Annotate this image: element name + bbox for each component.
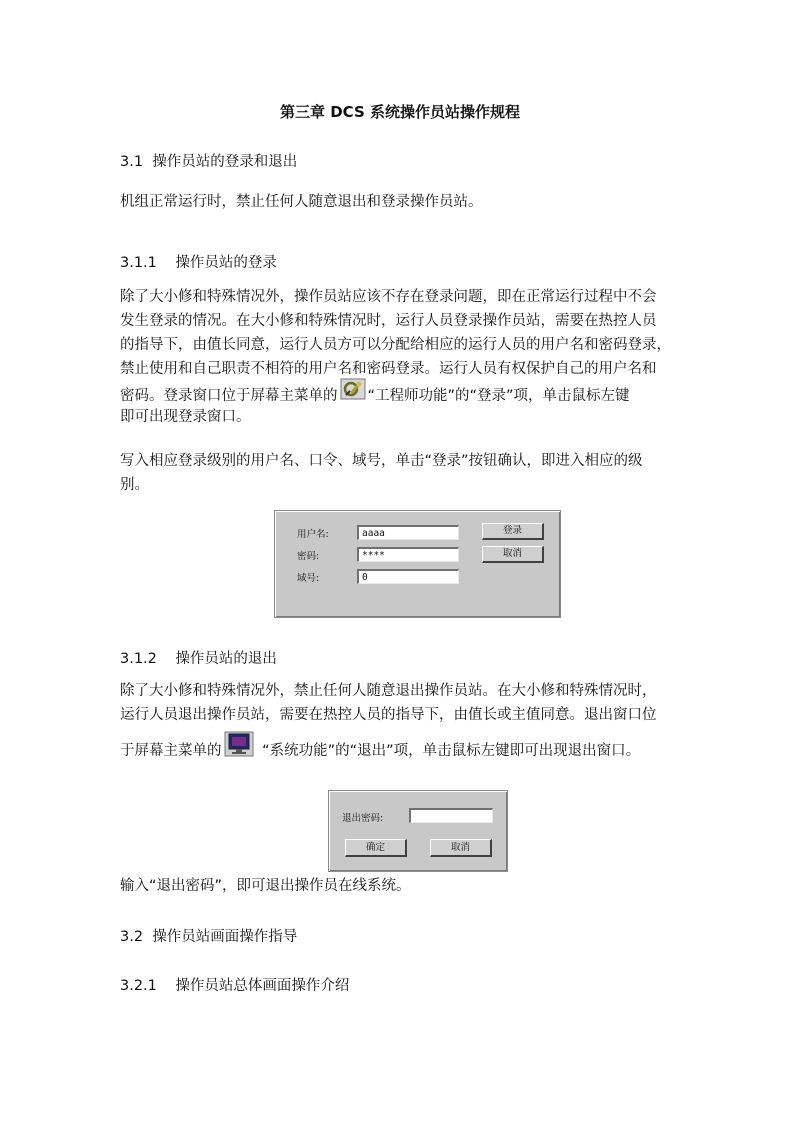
- section-3-1-2-heading: [120, 647, 277, 668]
- section-number: 3.1: [120, 154, 144, 170]
- logout-dialog: [328, 790, 508, 872]
- section-title: 操作员站画面操作指导: [152, 929, 298, 945]
- section-title: 操作员站总体画面操作介绍: [175, 978, 350, 994]
- section-3-1-paragraph: 机组正常运行时，禁止任何人随意退出和登录操作员站。: [120, 194, 483, 210]
- page-title: 第三章 DCS 系统操作员站操作规程: [280, 103, 520, 121]
- section-3-1-1-paragraph-2: [120, 449, 643, 497]
- paragraph-line: 除了大小修和特殊情况外，操作员站应该不存在登录问题，即在正常运行过程中不会: [120, 289, 657, 305]
- section-3-1-2-paragraph-line-3: [120, 734, 640, 768]
- password-label: 密码:: [297, 551, 320, 562]
- section-3-2-heading: [120, 925, 297, 946]
- paragraph-line: 的指导下，由值长同意，运行人员方可以分配给相应的运行人员的用户名和密码登录，: [120, 337, 671, 353]
- line-text: 于屏幕主菜单的: [120, 743, 222, 759]
- section-number: 3.2.1: [120, 978, 157, 994]
- logout-password-input[interactable]: [409, 808, 493, 823]
- paragraph-line: 即可出现登录窗口。: [120, 409, 251, 425]
- engineer-tool-icon: [340, 378, 366, 408]
- domain-input[interactable]: 0: [357, 569, 459, 584]
- line-text: 密码。登录窗口位于屏幕主菜单的: [120, 388, 338, 404]
- section-3-1-1-heading: [120, 251, 277, 272]
- section-title: 操作员站的登录和退出: [152, 154, 298, 170]
- domain-label: 域号:: [297, 573, 320, 584]
- paragraph-line: 除了大小修和特殊情况外，禁止任何人随意退出操作员站。在大小修和特殊情况时，: [120, 683, 657, 699]
- username-input[interactable]: aaaa: [357, 525, 459, 540]
- section-number: 3.2: [120, 929, 144, 945]
- section-3-1-heading: [120, 150, 297, 171]
- section-number: 3.1.1: [120, 255, 157, 271]
- section-title: 操作员站的登录: [175, 255, 277, 271]
- section-number: 3.1.2: [120, 651, 157, 667]
- login-button[interactable]: 登录: [482, 523, 544, 540]
- logout-cancel-button[interactable]: 取消: [430, 839, 492, 857]
- password-input[interactable]: ****: [357, 547, 459, 562]
- paragraph-line: 运行人员退出操作员站，需要在热控人员的指导下，由值长或主值同意。退出窗口位: [120, 707, 657, 723]
- monitor-icon: [224, 731, 256, 765]
- section-title: 操作员站的退出: [175, 651, 277, 667]
- line-text: “系统功能”的“退出”项，单击鼠标左键即可出现退出窗口。: [262, 743, 641, 759]
- paragraph-line: 写入相应登录级别的用户名、口令、域号，单击“登录”按钮确认，即进入相应的级: [120, 453, 643, 469]
- section-3-2-1-heading: [120, 974, 349, 995]
- login-dialog: [274, 510, 561, 618]
- paragraph-line: [120, 381, 671, 405]
- paragraph-line: 发生登录的情况。在大小修和特殊情况时，运行人员登录操作员站，需要在热控人员: [120, 313, 657, 329]
- cancel-button[interactable]: 取消: [482, 546, 544, 563]
- paragraph-line: 禁止使用和自己职责不相符的用户名和密码登录。运行人员有权保护自己的用户名和: [120, 361, 657, 377]
- logout-password-label: 退出密码:: [342, 813, 384, 824]
- section-3-1-2-paragraph: [120, 679, 657, 727]
- ok-button[interactable]: 确定: [345, 839, 407, 857]
- username-label: 用户名:: [297, 529, 329, 540]
- paragraph-line: 别。: [120, 477, 149, 493]
- line-text: “工程师功能”的“登录”项，单击鼠标左键: [367, 388, 630, 404]
- section-3-1-1-paragraph: [120, 285, 671, 429]
- logout-instruction: 输入“退出密码”，即可退出操作员在线系统。: [120, 878, 411, 894]
